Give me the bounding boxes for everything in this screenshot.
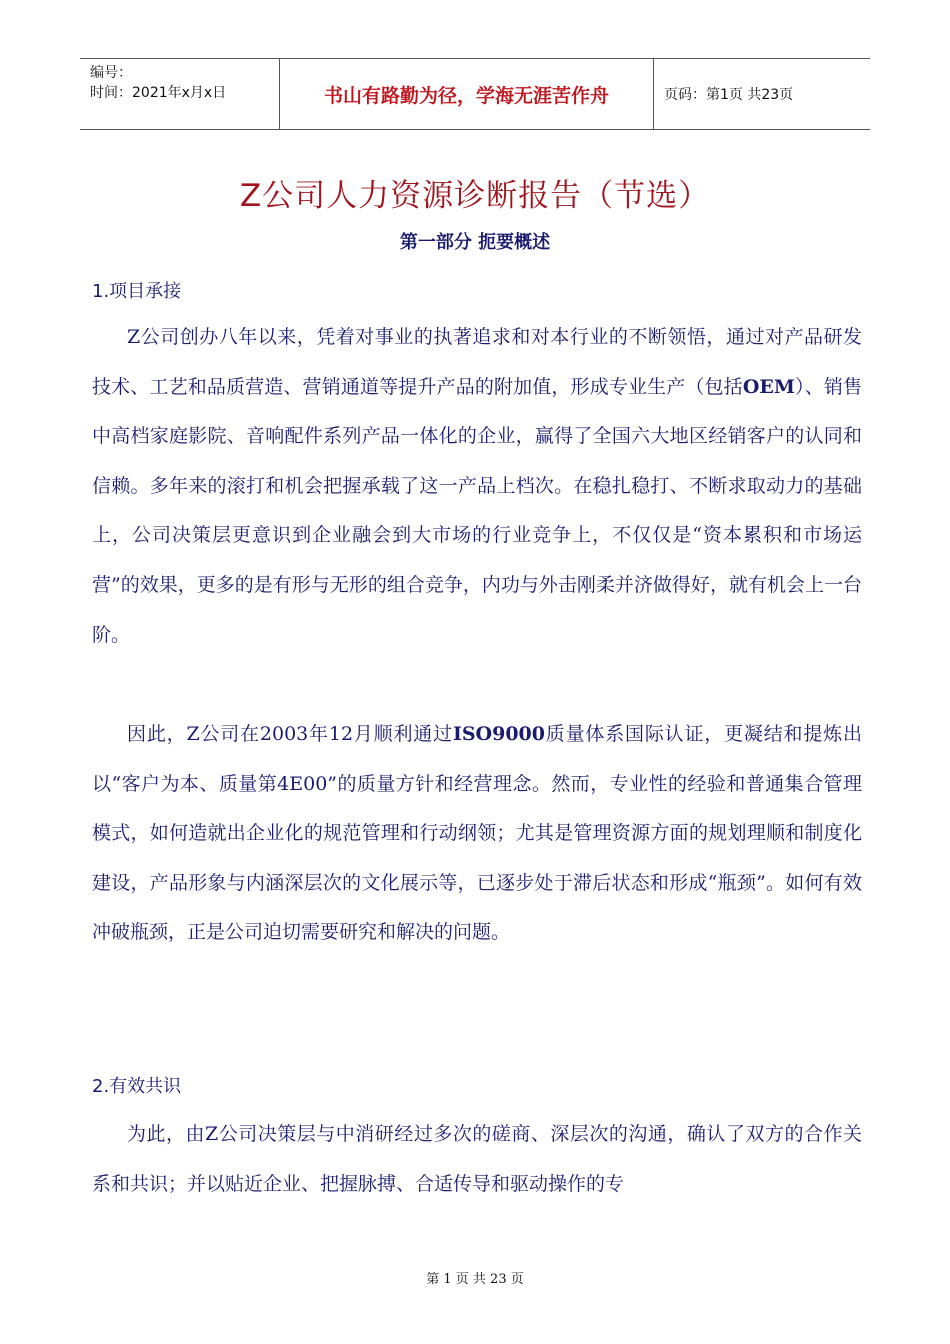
header-page-info: 页码：第1页 共23页 bbox=[664, 87, 794, 103]
document-title: Z公司人力资源诊断报告（节选） bbox=[239, 178, 711, 214]
paragraph-1-text-b: ）、销售中高档家庭影院、音响配件系列产品一体化的企业，赢得了全国六大地区经销客户的认同和信赖。多年来的滚打和机会把握承载了这一产品上档次。在稳扎稳打、不断求取动力的基础上，公司决策层更意识到企业融会到大市场的行业竞争上，不仅仅是“资本累积和市场运营”的效果，更多的是有形与无形的组合竞争，内功与外击刚柔并济做得好，就有机会上一台阶。 bbox=[92, 375, 862, 646]
number-label: 编号： bbox=[90, 65, 132, 81]
page-footer: 第 1 页 共 23 页 bbox=[426, 1272, 524, 1287]
paragraph-3: 为此，由Z公司决策层与中消研经过多次的磋商、深层次的沟通，确认了双方的合作关系和共识；并以贴近企业、把握脉搏、合适传导和驱动操作的专 bbox=[92, 1123, 862, 1195]
section-heading-1: 1.项目承接 bbox=[92, 281, 182, 302]
iso-term: ISO9000 bbox=[452, 723, 545, 745]
paragraph-1-text-a: Z公司创办八年以来，凭着对事业的执著追求和对本行业的不断领悟，通过对产品研发技术、工艺和品质营造、营销通道等提升产品的附加值，形成专业生产（包括 bbox=[92, 326, 862, 398]
paragraph-2-text-b: 质量体系国际认证，更凝结和提炼出以“客户为本、质量第4E00”的质量方针和经营理念。然而，专业性的经验和普通集合管理模式，如何造就出企业化的规范管理和行动纲领；尤其是管理资源方面的规划理顺和制度化建设，产品形象与内涵深层次的文化展示等，已逐步处于滞后状态和形成“瓶颈”。如何有效冲破瓶颈，正是公司迫切需要研究和解决的问题。 bbox=[92, 723, 862, 944]
section-heading-2: 2.有效共识 bbox=[92, 1076, 182, 1097]
header-motto: 书山有路勤为径，学海无涯苦作舟 bbox=[280, 59, 654, 129]
header-meta-cell bbox=[80, 59, 280, 129]
time-label: 时间：2021年x月x日 bbox=[90, 85, 227, 101]
paragraph-1 bbox=[92, 313, 862, 660]
oem-term: OEM bbox=[742, 375, 795, 398]
part-subtitle: 第一部分 扼要概述 bbox=[399, 232, 551, 253]
header-table bbox=[80, 58, 870, 130]
paragraph-2-text-a: 因此，Z公司在2003年12月顺利通过 bbox=[127, 723, 453, 745]
paragraph-2 bbox=[92, 710, 862, 958]
